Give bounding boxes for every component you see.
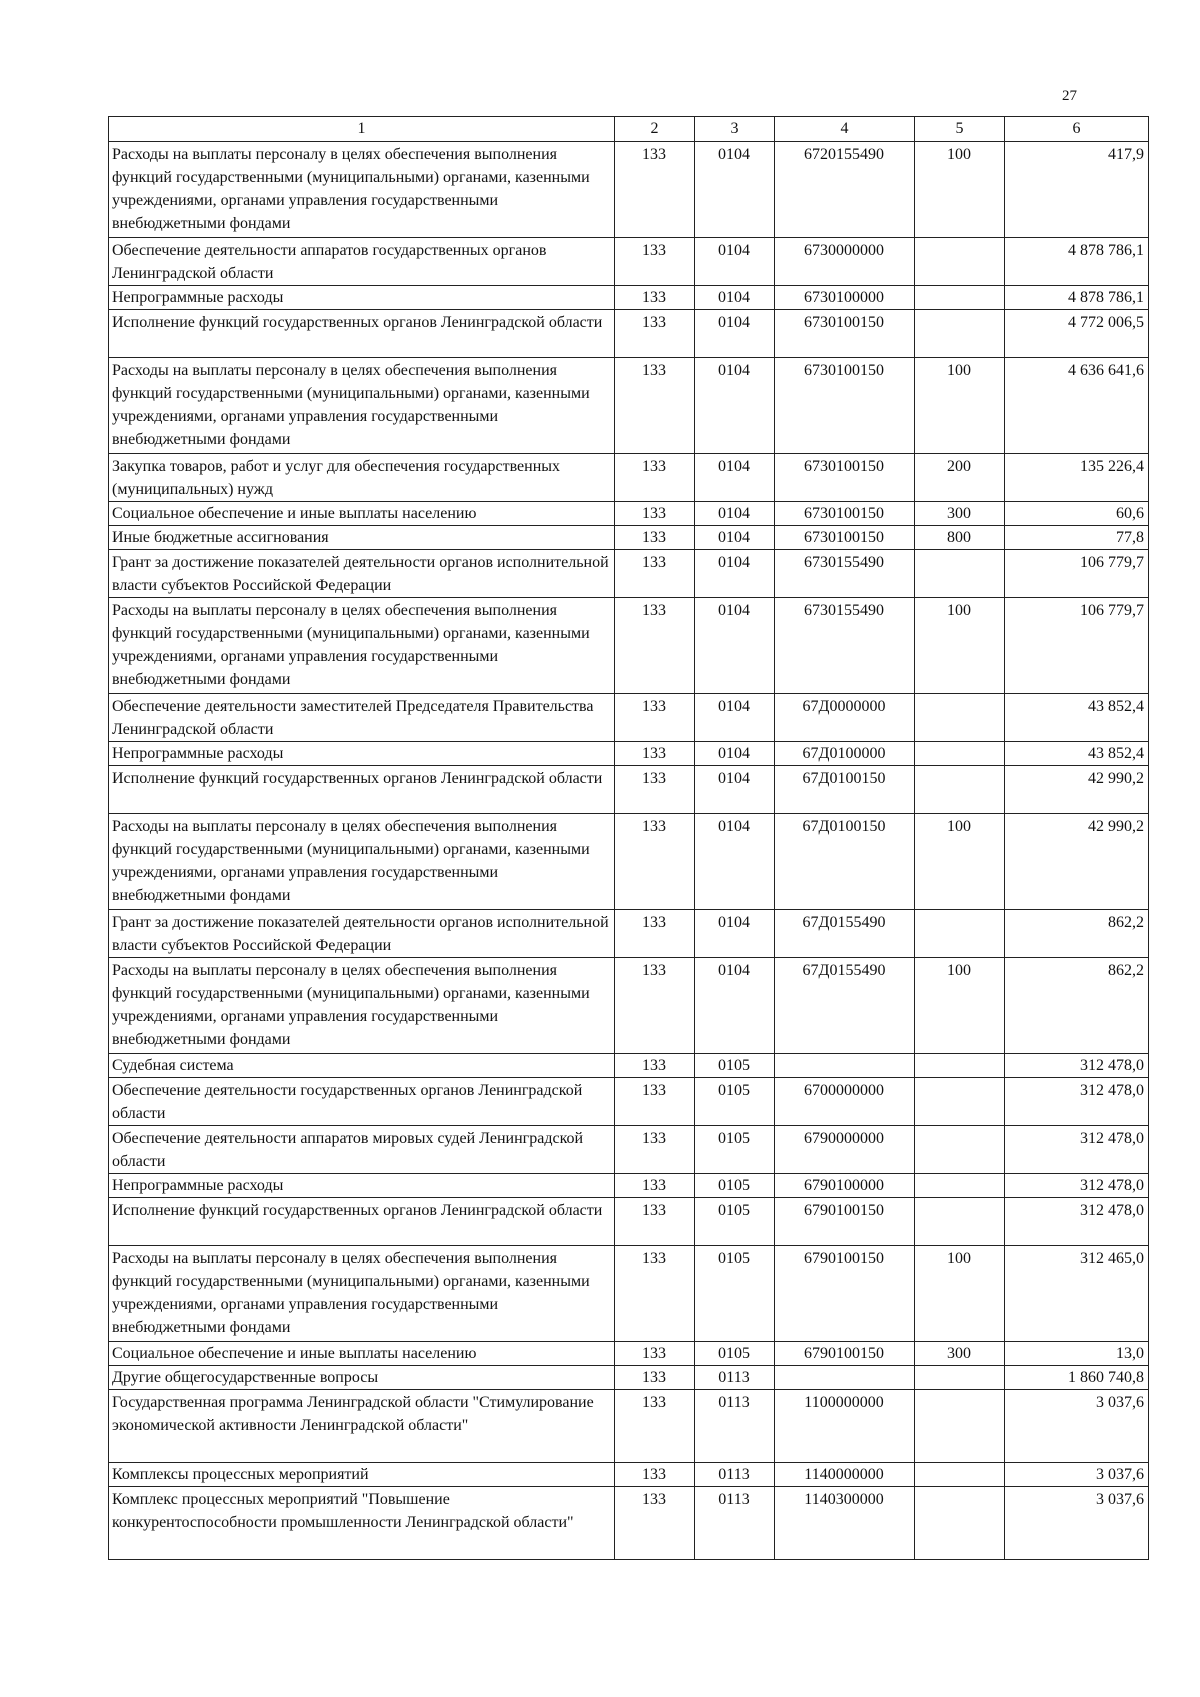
table-row (109, 958, 1149, 1054)
cell-target-article: 1140000000 (775, 1463, 915, 1487)
cell-admin-code: 133 (615, 1078, 695, 1126)
cell-name: Расходы на выплаты персоналу в целях обеспечения выполнения функций государственными (муниципальными) органами, казенными учреждениями, органами управления государственными внебюджетными фондами (109, 958, 615, 1054)
cell-admin-code: 133 (615, 694, 695, 742)
cell-expense-type (915, 286, 1005, 310)
cell-admin-code: 133 (615, 550, 695, 598)
cell-section-code: 0104 (695, 238, 775, 286)
cell-admin-code: 133 (615, 1463, 695, 1487)
cell-name: Непрограммные расходы (109, 742, 615, 766)
cell-target-article: 6730100150 (775, 502, 915, 526)
cell-expense-type (915, 910, 1005, 958)
cell-section-code: 0104 (695, 526, 775, 550)
cell-amount: 862,2 (1005, 910, 1149, 958)
column-header-5: 5 (915, 117, 1005, 142)
cell-amount: 4 636 641,6 (1005, 358, 1149, 454)
cell-amount: 312 465,0 (1005, 1246, 1149, 1342)
cell-expense-type (915, 238, 1005, 286)
column-header-3: 3 (695, 117, 775, 142)
cell-section-code: 0104 (695, 958, 775, 1054)
cell-amount: 862,2 (1005, 958, 1149, 1054)
cell-amount: 43 852,4 (1005, 694, 1149, 742)
cell-target-article: 6790000000 (775, 1126, 915, 1174)
table-row (109, 454, 1149, 502)
cell-expense-type: 100 (915, 358, 1005, 454)
table-header-row (109, 117, 1149, 142)
cell-admin-code: 133 (615, 238, 695, 286)
cell-amount: 3 037,6 (1005, 1487, 1149, 1560)
cell-section-code: 0105 (695, 1246, 775, 1342)
cell-amount: 13,0 (1005, 1342, 1149, 1366)
cell-name: Другие общегосударственные вопросы (109, 1366, 615, 1390)
table-row (109, 1487, 1149, 1560)
cell-admin-code: 133 (615, 454, 695, 502)
cell-section-code: 0113 (695, 1366, 775, 1390)
cell-name: Расходы на выплаты персоналу в целях обеспечения выполнения функций государственными (муниципальными) органами, казенными учреждениями, органами управления государственными внебюджетными фондами (109, 142, 615, 238)
cell-target-article (775, 1054, 915, 1078)
cell-expense-type (915, 310, 1005, 358)
cell-target-article: 6730000000 (775, 238, 915, 286)
cell-amount: 312 478,0 (1005, 1126, 1149, 1174)
cell-section-code: 0105 (695, 1054, 775, 1078)
cell-admin-code: 133 (615, 1342, 695, 1366)
cell-amount: 43 852,4 (1005, 742, 1149, 766)
cell-amount: 4 878 786,1 (1005, 286, 1149, 310)
cell-amount: 3 037,6 (1005, 1463, 1149, 1487)
table-row (109, 358, 1149, 454)
cell-admin-code: 133 (615, 502, 695, 526)
cell-admin-code: 133 (615, 358, 695, 454)
cell-expense-type (915, 1054, 1005, 1078)
table-row (109, 1198, 1149, 1246)
cell-name: Расходы на выплаты персоналу в целях обеспечения выполнения функций государственными (муниципальными) органами, казенными учреждениями, органами управления государственными внебюджетными фондами (109, 814, 615, 910)
cell-expense-type: 100 (915, 958, 1005, 1054)
table-row (109, 286, 1149, 310)
cell-target-article: 6720155490 (775, 142, 915, 238)
cell-admin-code: 133 (615, 526, 695, 550)
cell-target-article: 6790100150 (775, 1246, 915, 1342)
cell-section-code: 0105 (695, 1126, 775, 1174)
cell-expense-type (915, 1078, 1005, 1126)
table-row (109, 766, 1149, 814)
cell-expense-type (915, 1198, 1005, 1246)
cell-name: Исполнение функций государственных органов Ленинградской области (109, 1198, 615, 1246)
cell-name: Обеспечение деятельности аппаратов государственных органов Ленинградской области (109, 238, 615, 286)
cell-admin-code: 133 (615, 1366, 695, 1390)
cell-name: Иные бюджетные ассигнования (109, 526, 615, 550)
cell-amount: 60,6 (1005, 502, 1149, 526)
cell-target-article: 67Д0155490 (775, 958, 915, 1054)
cell-amount: 42 990,2 (1005, 766, 1149, 814)
table-row (109, 1054, 1149, 1078)
table-row (109, 1390, 1149, 1463)
cell-expense-type (915, 1126, 1005, 1174)
cell-expense-type (915, 1366, 1005, 1390)
cell-target-article: 6790100000 (775, 1174, 915, 1198)
cell-name: Социальное обеспечение и иные выплаты населению (109, 1342, 615, 1366)
cell-amount: 312 478,0 (1005, 1174, 1149, 1198)
cell-section-code: 0104 (695, 358, 775, 454)
table-row (109, 1078, 1149, 1126)
cell-section-code: 0105 (695, 1342, 775, 1366)
cell-name: Обеспечение деятельности заместителей Председателя Правительства Ленинградской области (109, 694, 615, 742)
cell-amount: 77,8 (1005, 526, 1149, 550)
cell-section-code: 0113 (695, 1487, 775, 1560)
cell-expense-type (915, 550, 1005, 598)
cell-admin-code: 133 (615, 742, 695, 766)
cell-expense-type: 100 (915, 598, 1005, 694)
cell-admin-code: 133 (615, 1487, 695, 1560)
table-row (109, 742, 1149, 766)
cell-section-code: 0105 (695, 1078, 775, 1126)
cell-name: Расходы на выплаты персоналу в целях обеспечения выполнения функций государственными (муниципальными) органами, казенными учреждениями, органами управления государственными внебюджетными фондами (109, 358, 615, 454)
cell-admin-code: 133 (615, 766, 695, 814)
table-row (109, 694, 1149, 742)
cell-admin-code: 133 (615, 1390, 695, 1463)
cell-section-code: 0104 (695, 598, 775, 694)
cell-section-code: 0104 (695, 814, 775, 910)
cell-target-article: 6730155490 (775, 550, 915, 598)
table-row (109, 238, 1149, 286)
cell-name: Закупка товаров, работ и услуг для обеспечения государственных (муниципальных) нужд (109, 454, 615, 502)
cell-target-article: 67Д0100150 (775, 814, 915, 910)
cell-amount: 106 779,7 (1005, 598, 1149, 694)
cell-name: Государственная программа Ленинградской области "Стимулирование экономической активности Ленинградской области" (109, 1390, 615, 1463)
cell-expense-type: 100 (915, 814, 1005, 910)
table-row (109, 502, 1149, 526)
cell-admin-code: 133 (615, 1054, 695, 1078)
cell-admin-code: 133 (615, 1246, 695, 1342)
cell-name: Обеспечение деятельности государственных органов Ленинградской области (109, 1078, 615, 1126)
cell-amount: 312 478,0 (1005, 1198, 1149, 1246)
cell-section-code: 0104 (695, 742, 775, 766)
cell-target-article: 67Д0100150 (775, 766, 915, 814)
cell-target-article: 6730100000 (775, 286, 915, 310)
cell-name: Исполнение функций государственных органов Ленинградской области (109, 310, 615, 358)
column-header-4: 4 (775, 117, 915, 142)
cell-amount: 1 860 740,8 (1005, 1366, 1149, 1390)
cell-section-code: 0104 (695, 550, 775, 598)
cell-target-article: 6790100150 (775, 1198, 915, 1246)
table-body (109, 142, 1149, 1560)
cell-name: Расходы на выплаты персоналу в целях обеспечения выполнения функций государственными (муниципальными) органами, казенными учреждениями, органами управления государственными внебюджетными фондами (109, 1246, 615, 1342)
cell-amount: 417,9 (1005, 142, 1149, 238)
cell-name: Непрограммные расходы (109, 1174, 615, 1198)
table-row (109, 310, 1149, 358)
cell-name: Обеспечение деятельности аппаратов мировых судей Ленинградской области (109, 1126, 615, 1174)
cell-section-code: 0104 (695, 502, 775, 526)
cell-target-article: 6730100150 (775, 358, 915, 454)
cell-expense-type (915, 766, 1005, 814)
table-row (109, 1366, 1149, 1390)
cell-admin-code: 133 (615, 1126, 695, 1174)
cell-name: Расходы на выплаты персоналу в целях обеспечения выполнения функций государственными (муниципальными) органами, казенными учреждениями, органами управления государственными внебюджетными фондами (109, 598, 615, 694)
cell-expense-type: 100 (915, 1246, 1005, 1342)
cell-name: Судебная система (109, 1054, 615, 1078)
table-row (109, 910, 1149, 958)
table-row (109, 526, 1149, 550)
cell-section-code: 0104 (695, 694, 775, 742)
cell-expense-type: 200 (915, 454, 1005, 502)
cell-name: Непрограммные расходы (109, 286, 615, 310)
cell-amount: 312 478,0 (1005, 1054, 1149, 1078)
cell-admin-code: 133 (615, 910, 695, 958)
cell-section-code: 0105 (695, 1198, 775, 1246)
cell-admin-code: 133 (615, 814, 695, 910)
table-row (109, 1174, 1149, 1198)
table-row (109, 1126, 1149, 1174)
cell-admin-code: 133 (615, 958, 695, 1054)
column-header-1: 1 (109, 117, 615, 142)
cell-target-article: 67Д0000000 (775, 694, 915, 742)
cell-target-article: 67Д0155490 (775, 910, 915, 958)
cell-admin-code: 133 (615, 142, 695, 238)
cell-section-code: 0113 (695, 1463, 775, 1487)
cell-target-article: 67Д0100000 (775, 742, 915, 766)
cell-section-code: 0113 (695, 1390, 775, 1463)
cell-name: Грант за достижение показателей деятельности органов исполнительной власти субъектов Российской Федерации (109, 550, 615, 598)
cell-target-article: 6730155490 (775, 598, 915, 694)
cell-amount: 312 478,0 (1005, 1078, 1149, 1126)
cell-admin-code: 133 (615, 310, 695, 358)
cell-target-article: 6730100150 (775, 454, 915, 502)
cell-target-article: 1100000000 (775, 1390, 915, 1463)
table-row (109, 1342, 1149, 1366)
cell-target-article (775, 1366, 915, 1390)
cell-expense-type: 300 (915, 502, 1005, 526)
cell-amount: 4 772 006,5 (1005, 310, 1149, 358)
cell-expense-type (915, 1487, 1005, 1560)
cell-section-code: 0104 (695, 286, 775, 310)
table-row (109, 1463, 1149, 1487)
cell-expense-type (915, 1174, 1005, 1198)
cell-amount: 3 037,6 (1005, 1390, 1149, 1463)
cell-expense-type (915, 694, 1005, 742)
cell-section-code: 0104 (695, 310, 775, 358)
cell-name: Комплекс процессных мероприятий "Повышение конкурентоспособности промышленности Ленинградской области" (109, 1487, 615, 1560)
cell-expense-type: 100 (915, 142, 1005, 238)
cell-amount: 135 226,4 (1005, 454, 1149, 502)
cell-name: Социальное обеспечение и иные выплаты населению (109, 502, 615, 526)
table-row (109, 142, 1149, 238)
table-row (109, 550, 1149, 598)
budget-table (108, 116, 1149, 1560)
cell-section-code: 0104 (695, 454, 775, 502)
cell-target-article: 1140300000 (775, 1487, 915, 1560)
cell-amount: 42 990,2 (1005, 814, 1149, 910)
cell-admin-code: 133 (615, 598, 695, 694)
cell-name: Грант за достижение показателей деятельности органов исполнительной власти субъектов Российской Федерации (109, 910, 615, 958)
cell-section-code: 0104 (695, 910, 775, 958)
cell-name: Комплексы процессных мероприятий (109, 1463, 615, 1487)
cell-admin-code: 133 (615, 1174, 695, 1198)
table-row (109, 814, 1149, 910)
cell-target-article: 6730100150 (775, 310, 915, 358)
cell-name: Исполнение функций государственных органов Ленинградской области (109, 766, 615, 814)
cell-section-code: 0105 (695, 1174, 775, 1198)
cell-expense-type (915, 1390, 1005, 1463)
cell-admin-code: 133 (615, 1198, 695, 1246)
cell-amount: 4 878 786,1 (1005, 238, 1149, 286)
cell-expense-type (915, 1463, 1005, 1487)
cell-target-article: 6730100150 (775, 526, 915, 550)
cell-expense-type (915, 742, 1005, 766)
cell-amount: 106 779,7 (1005, 550, 1149, 598)
table-row (109, 598, 1149, 694)
table-row (109, 1246, 1149, 1342)
column-header-2: 2 (615, 117, 695, 142)
cell-expense-type: 300 (915, 1342, 1005, 1366)
cell-target-article: 6790100150 (775, 1342, 915, 1366)
cell-section-code: 0104 (695, 142, 775, 238)
cell-admin-code: 133 (615, 286, 695, 310)
column-header-6: 6 (1005, 117, 1149, 142)
cell-section-code: 0104 (695, 766, 775, 814)
cell-expense-type: 800 (915, 526, 1005, 550)
cell-target-article: 6700000000 (775, 1078, 915, 1126)
page-number: 27 (1062, 88, 1077, 104)
